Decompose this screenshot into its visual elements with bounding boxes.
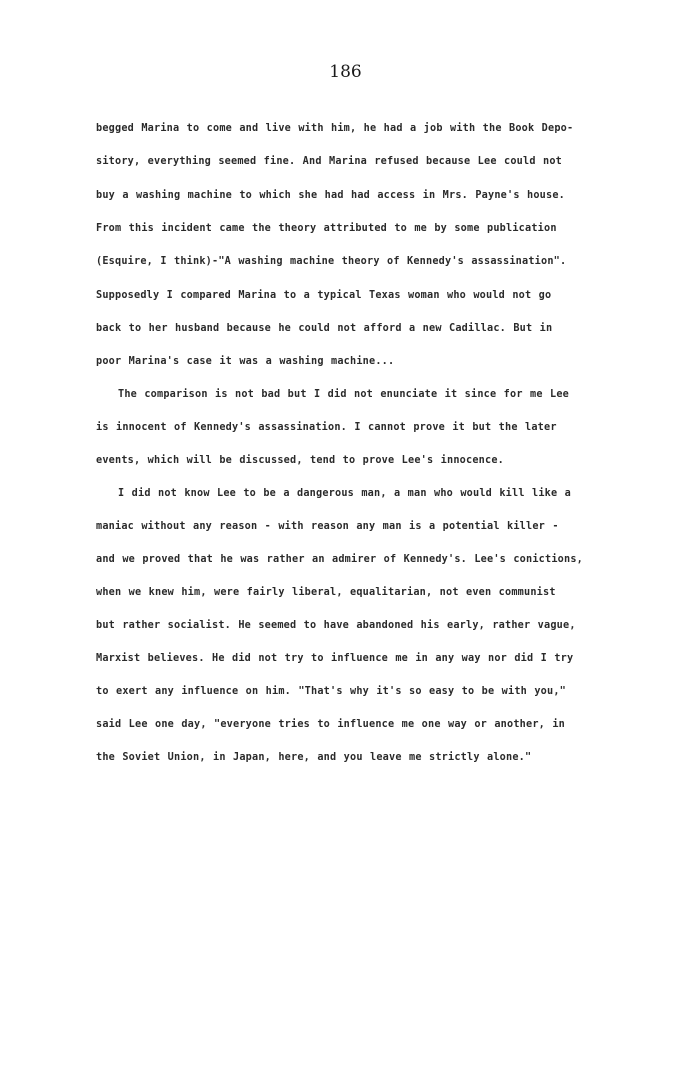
page-number: 186 [329, 62, 362, 82]
text-line-5: (Esquire, I think)-"A washing machine theory of Kennedy's assassination". [96, 256, 567, 267]
text-line-16: but rather socialist. He seemed to have abandoned his early, rather vague, [96, 620, 576, 631]
text-line-6: Supposedly I compared Marina to a typical Texas woman who would not go [96, 290, 552, 301]
text-line-7: back to her husband because he could not afford a new Cadillac. But in [96, 323, 553, 334]
text-line-3: buy a washing machine to which she had had access in Mrs. Payne's house. [96, 190, 566, 201]
text-line-17: Marxist believes. He did not try to influence me in any way nor did I try [96, 653, 574, 664]
text-line-12: I did not know Lee to be a dangerous man, a man who would kill like a [118, 488, 572, 499]
text-line-9: The comparison is not bad but I did not enunciate it since for me Lee [118, 389, 570, 400]
text-line-13: maniac without any reason - with reason any man is a potential killer - [96, 521, 559, 532]
text-line-18: to exert any influence on him. "That's why it's so easy to be with you," [96, 686, 567, 697]
text-line-19: said Lee one day, "everyone tries to influence me one way or another, in [96, 719, 566, 730]
text-line-15: when we knew him, were fairly liberal, equalitarian, not even communist [96, 587, 556, 598]
text-line-1: begged Marina to come and live with him, he had a job with the Book Depo- [96, 123, 574, 134]
text-line-2: sitory, everything seemed fine. And Marina refused because Lee could not [96, 156, 563, 167]
text-line-4: From this incident came the theory attributed to me by some publication [96, 223, 557, 234]
text-line-14: and we proved that he was rather an admirer of Kennedy's. Lee's conictions, [96, 554, 584, 565]
text-line-8: poor Marina's case it was a washing machine... [96, 356, 395, 367]
text-line-10: is innocent of Kennedy's assassination. I cannot prove it but the later [96, 422, 557, 433]
text-line-20: the Soviet Union, in Japan, here, and you leave me strictly alone." [96, 752, 532, 763]
text-line-11: events, which will be discussed, tend to prove Lee's innocence. [96, 455, 505, 466]
